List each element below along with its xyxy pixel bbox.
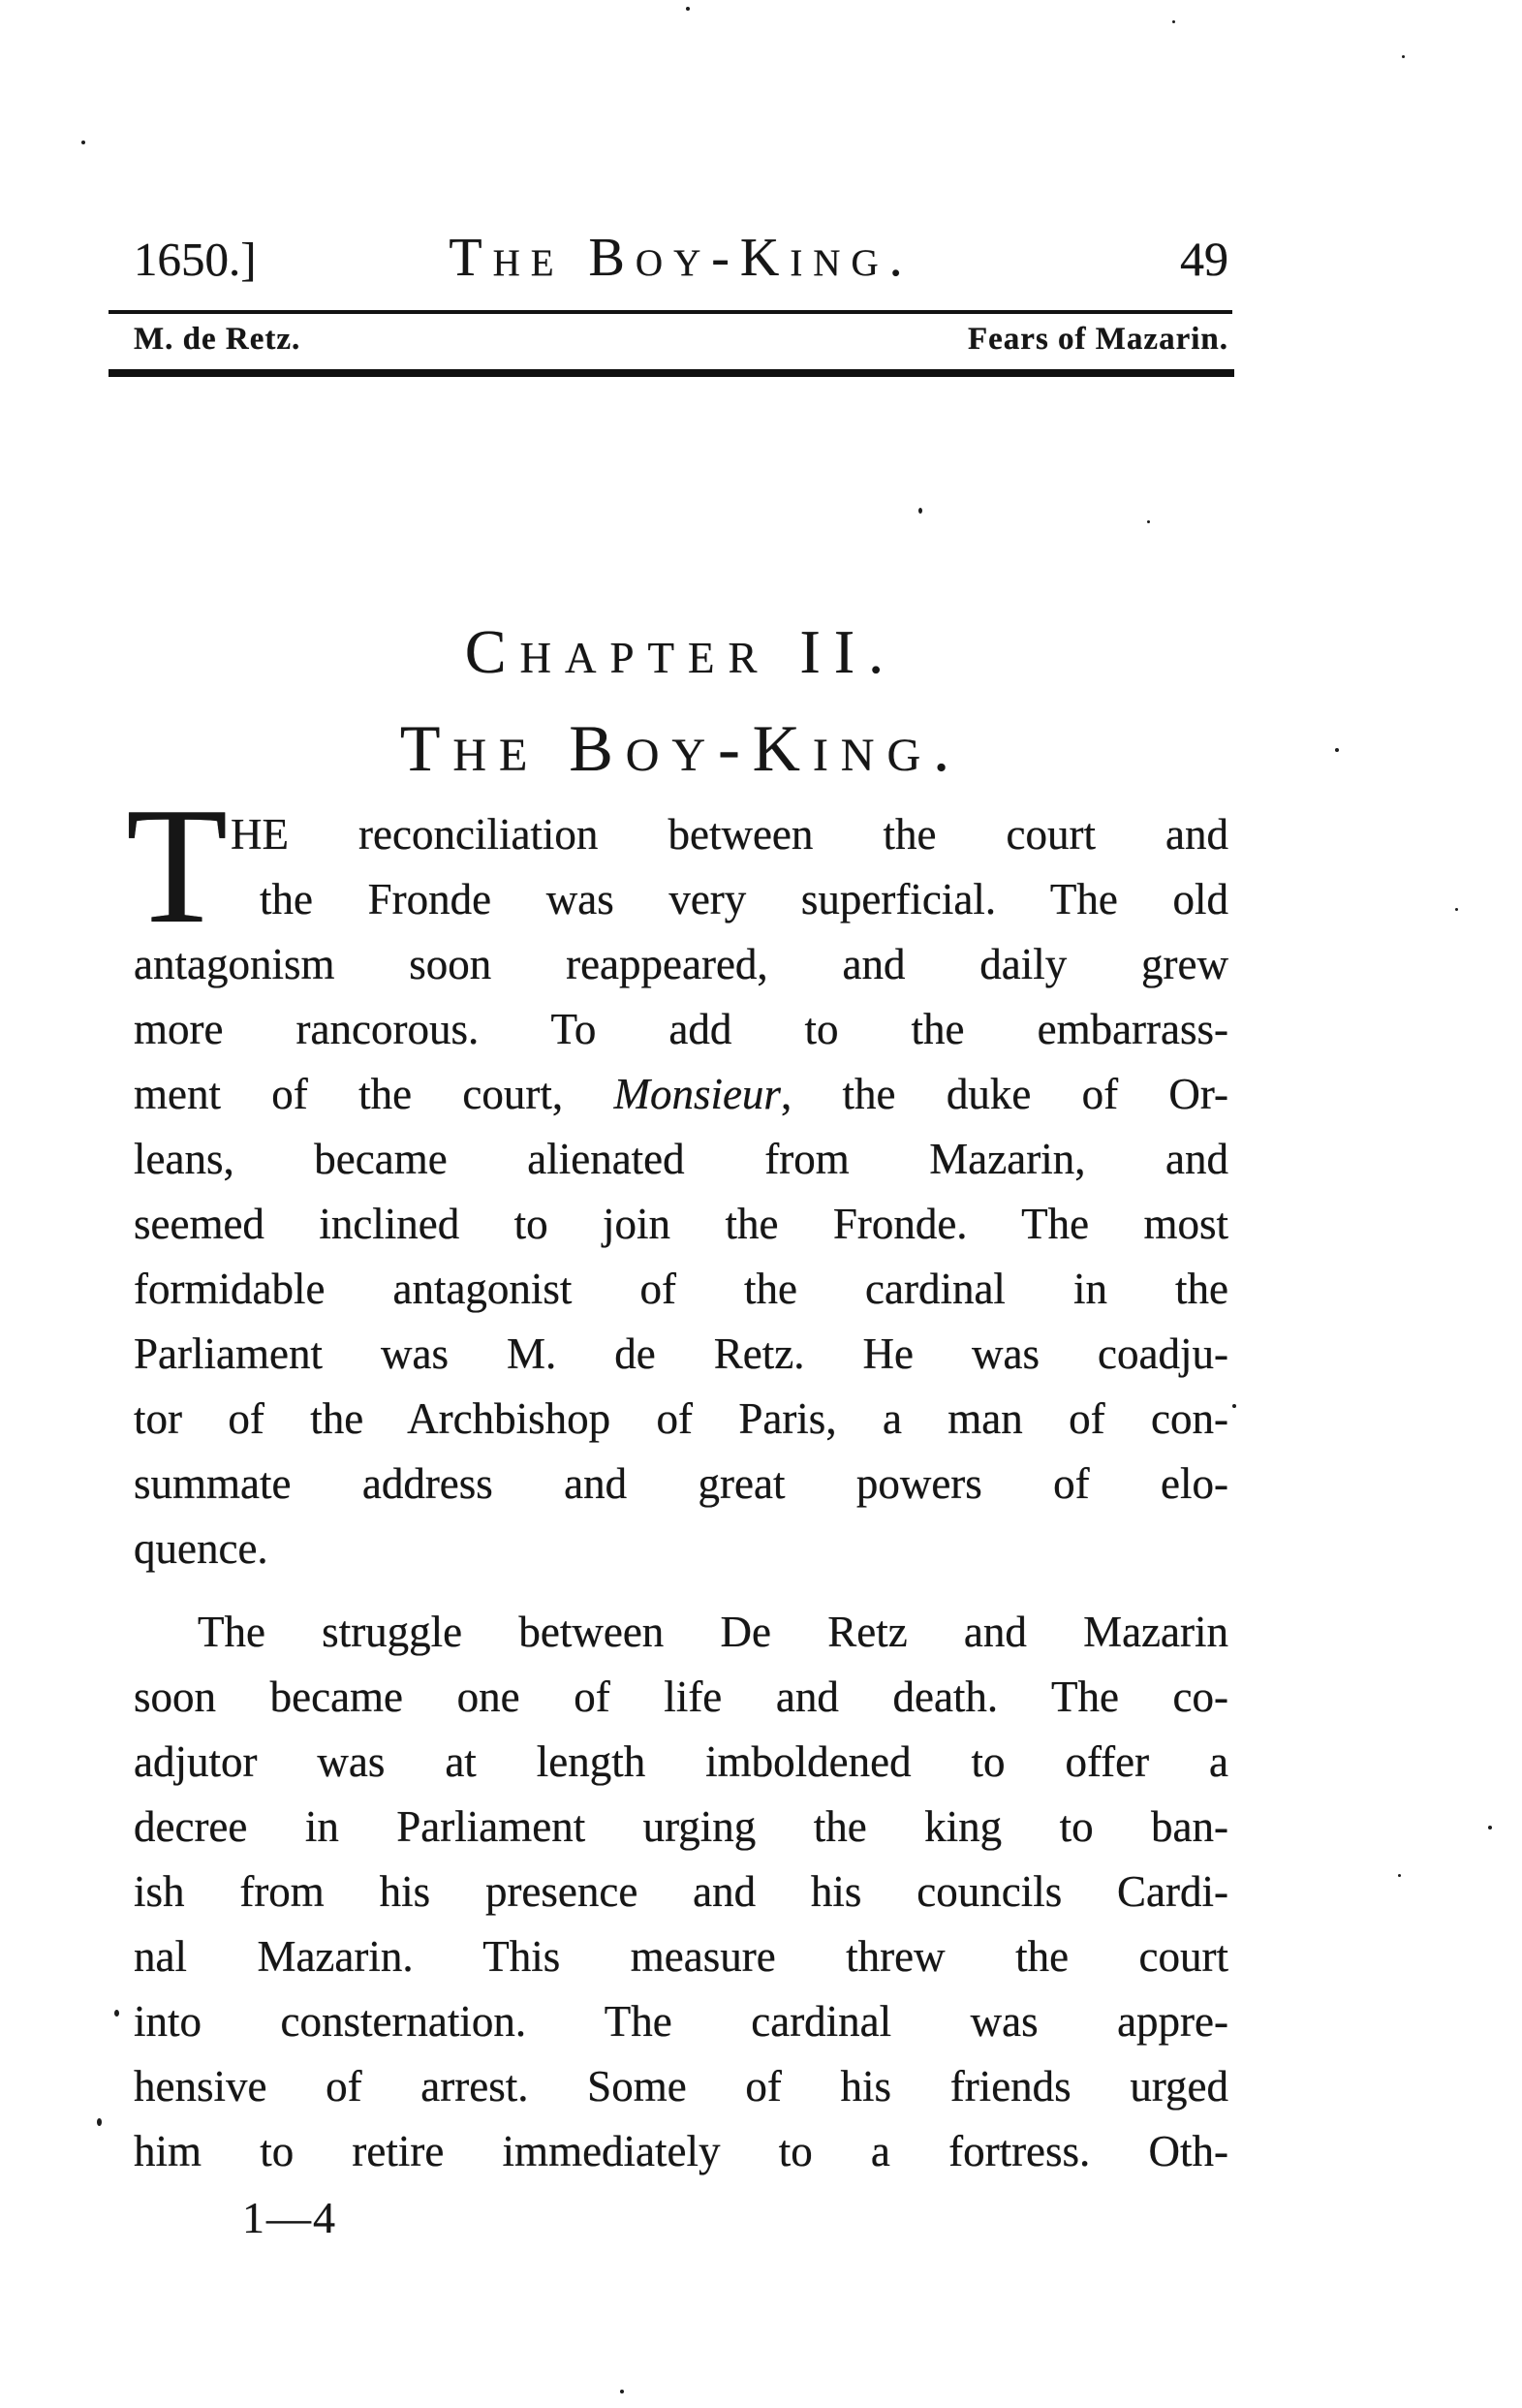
chapter-title: The Boy-King. [399,711,963,785]
italic-word-monsieur: Monsieur [613,1070,781,1118]
text-line: him to retire immediately to a fortress. Oth- [134,2127,1228,2175]
text-line: Parliament was M. de Retz. He was coadju- [134,1329,1228,1378]
text-line: seemed inclined to join the Fronde. The most [134,1200,1228,1248]
scan-speck [1402,55,1405,58]
scan-speck [1232,1404,1236,1408]
header-rule-bottom [109,369,1234,377]
scan-speck [1455,908,1458,911]
scan-speck [97,2118,102,2126]
scan-speck [1335,748,1339,752]
scan-speck [81,141,85,144]
body-text [126,774,1228,2184]
drop-cap: T [126,774,229,958]
text-line: leans, became alienated from Mazarin, and [134,1135,1228,1183]
chapter-heading: Chapter II. [464,617,898,686]
text-line [134,1062,1228,1127]
running-head-title: The Boy-King. [449,228,914,288]
text-line: the Fronde was very superficial. The old [260,875,1228,923]
text-line: tor of the Archbishop of Paris, a man of con- [134,1394,1228,1443]
text-line: antagonism soon reappeared, and daily grew [134,940,1228,988]
signature-mark: 1—4 [242,2193,337,2242]
subhead-right: Fears of Mazarin. [968,322,1228,357]
text-line: HE reconciliation between the court and [231,810,1228,859]
text-segment: , the duke of Or- [780,1070,1228,1118]
text-line: quence. [134,1524,268,1573]
scan-speck [1398,1874,1401,1877]
text-line: summate address and great powers of elo- [134,1459,1228,1508]
scan-speck [114,2010,119,2017]
paragraph-1 [126,774,1228,1581]
scan-speck [1147,520,1150,523]
scan-speck [1488,1826,1492,1829]
text-line: nal Mazarin. This measure threw the court [134,1932,1228,1981]
scan-speck [918,508,922,514]
text-line: into consternation. The cardinal was appre- [134,1997,1228,2046]
subhead-left: M. de Retz. [134,322,301,357]
page-number: 49 [1180,232,1228,286]
text-line: adjutor was at length imboldened to offer a [134,1737,1228,1786]
header-rule-top [109,310,1232,314]
scan-speck [686,7,690,11]
text-line: The struggle between De Retz and Mazarin [198,1608,1228,1656]
scan-speck [620,2390,624,2393]
text-line: decree in Parliament urging the king to ban- [134,1802,1228,1851]
text-line: soon became one of life and death. The co- [134,1673,1228,1721]
text-line: hensive of arrest. Some of his friends urged [134,2062,1228,2111]
text-line: more rancorous. To add to the embarrass- [134,1005,1228,1053]
paragraph-2 [134,1600,1228,2184]
text-line: ish from his presence and his councils Cardi- [134,1867,1228,1916]
running-head-year: 1650.] [134,233,257,286]
running-head [134,227,1228,289]
scan-speck [1172,20,1175,23]
page-subhead [134,322,1228,358]
text-line: formidable antagonist of the cardinal in the [134,1265,1228,1313]
text-segment: ment of the court, [134,1070,614,1118]
